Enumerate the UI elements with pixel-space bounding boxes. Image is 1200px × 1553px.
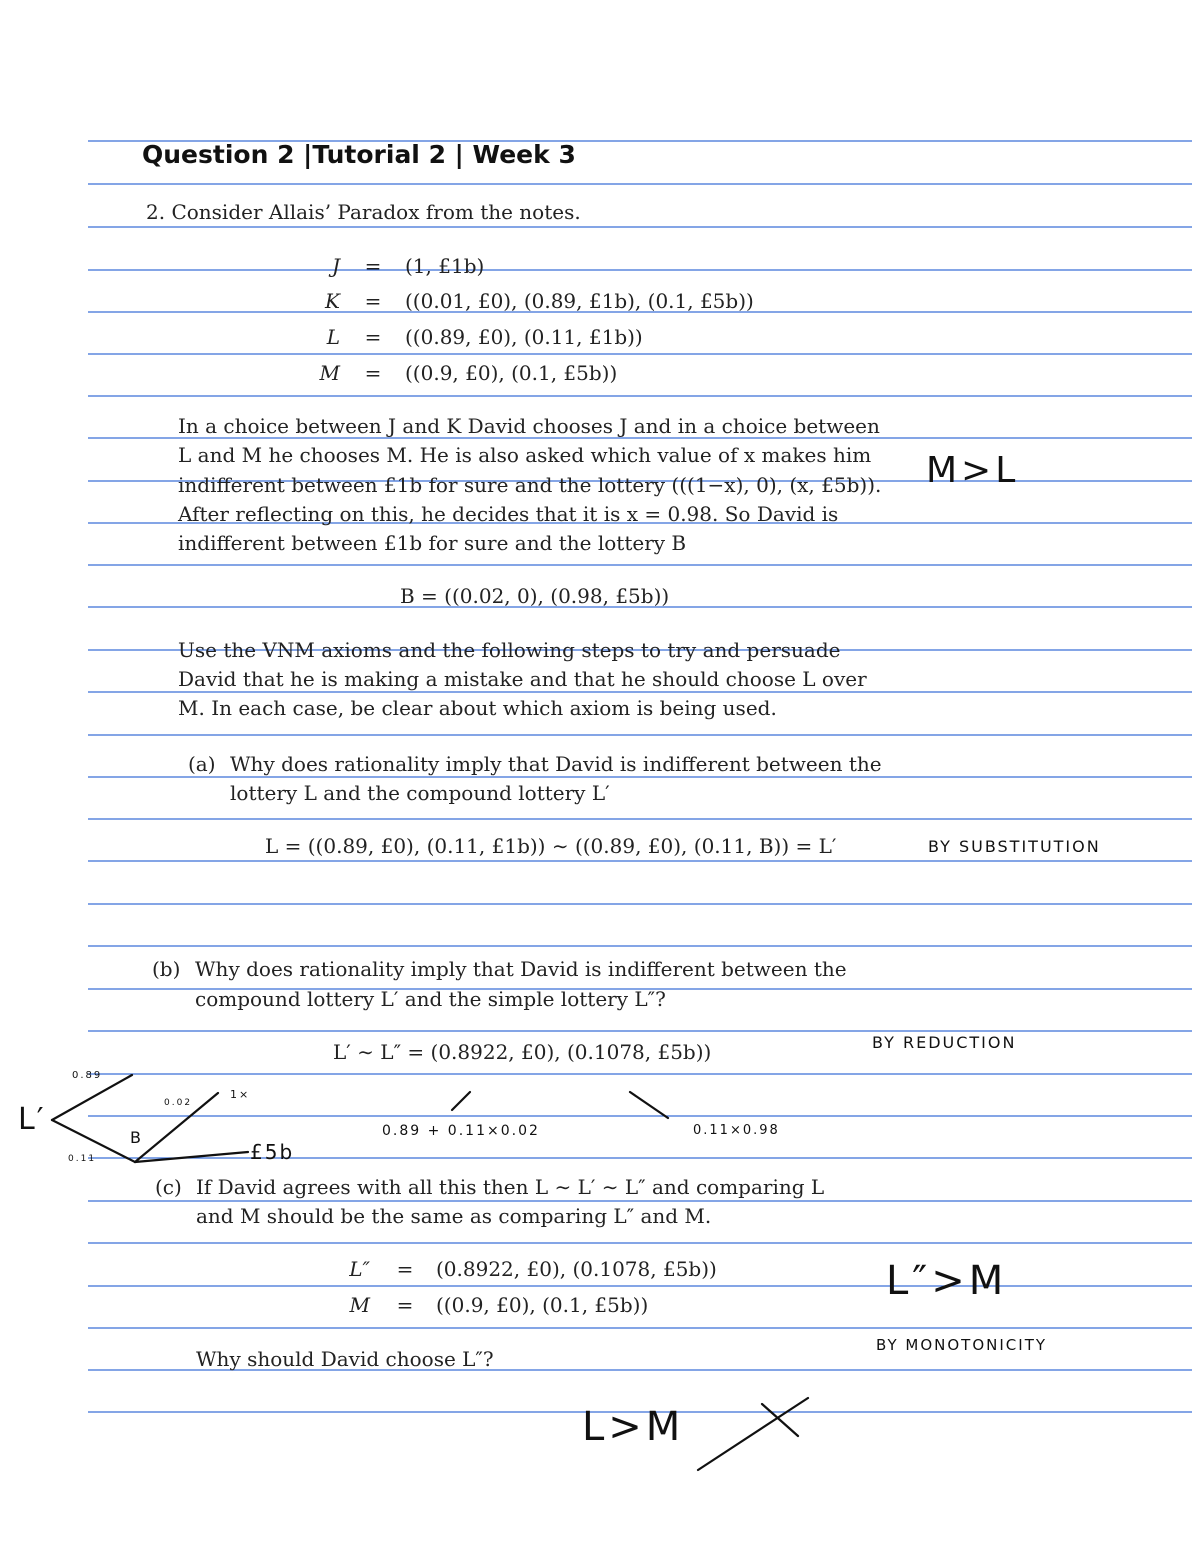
paragraph-line: After reflecting on this, he decides that it is x = 0.98. So David is	[178, 502, 839, 526]
part-c-line: If David agrees with all this then L ∼ L′ ∼ L″ and comparing L	[196, 1175, 825, 1199]
equation-b: B = ((0.02, 0), (0.98, £5b))	[400, 584, 670, 608]
part-b-line: compound lottery L′ and the simple lottery L″?	[195, 987, 666, 1011]
paragraph-line: indifferent between £1b for sure and the lottery (((1−x), 0), (x, £5b)).	[178, 473, 882, 497]
part-c-question: Why should David choose L″?	[196, 1347, 494, 1371]
tree-label-b: B	[130, 1128, 143, 1147]
annotation-lpp-gt-m: L″>M	[886, 1258, 1008, 1304]
definition-op: =	[364, 289, 382, 313]
paragraph-line: David that he is making a mistake and that he should choose L over	[178, 667, 867, 691]
tree-branch-upper	[52, 1075, 132, 1120]
definition-op: =	[364, 254, 382, 278]
cross-stroke	[698, 1398, 808, 1470]
paragraph-line: In a choice between J and K David chooses J and in a choice between	[178, 414, 880, 438]
definition-rhs: ((0.9, £0), (0.1, £5b))	[436, 1293, 649, 1317]
definition-rhs: ((0.9, £0), (0.1, £5b))	[405, 361, 618, 385]
part-a-equation: L = ((0.89, £0), (0.11, £1b)) ∼ ((0.89, £0), (0.11, B)) = L′	[265, 834, 837, 858]
definition-rhs: ((0.89, £0), (0.11, £1b))	[405, 325, 643, 349]
definition-op: =	[364, 325, 382, 349]
tree-label-prize: 1×	[230, 1088, 251, 1101]
definition-lhs: M	[319, 361, 340, 385]
definition-rhs: (0.8922, £0), (0.1078, £5b))	[436, 1257, 717, 1281]
tree-label-prob: 0.11	[68, 1154, 97, 1164]
tree-label-prob: 0.02	[164, 1098, 193, 1108]
definition-lhs: K	[325, 289, 340, 313]
definition-lhs: L″	[349, 1257, 370, 1281]
definition-op: =	[364, 361, 382, 385]
annotation-by-monotonicity: BY MONOTONICITY	[876, 1336, 1048, 1354]
question-intro: 2. Consider Allais’ Paradox from the notes.	[146, 200, 581, 224]
part-b-line: Why does rationality imply that David is indifferent between the	[195, 957, 847, 981]
tree-sub-branch-lower	[135, 1152, 248, 1162]
definition-op: =	[396, 1257, 414, 1281]
paragraph-line: Use the VNM axioms and the following steps to try and persuade	[178, 638, 841, 662]
part-b-equation: L′ ∼ L″ = (0.8922, £0), (0.1078, £5b))	[333, 1040, 712, 1064]
part-c-label: (c)	[155, 1175, 182, 1199]
definition-rhs: (1, £1b)	[405, 254, 485, 278]
tree-label-prob: 0.89	[72, 1070, 103, 1081]
part-b-label: (b)	[152, 957, 181, 981]
definition-lhs: L	[326, 325, 340, 349]
paragraph-line: M. In each case, be clear about which axiom is being used.	[178, 696, 777, 720]
annotation-final: L>M	[582, 1404, 685, 1450]
annotation-by-reduction: BY REDUCTION	[872, 1033, 1017, 1052]
definition-rhs: ((0.01, £0), (0.89, £1b), (0.1, £5b))	[405, 289, 754, 313]
page-title: Question 2 |Tutorial 2 | Week 3	[142, 140, 576, 169]
annotation-calc-2: 0.11×0.98	[693, 1123, 780, 1138]
arrow-stroke	[452, 1092, 470, 1110]
definition-lhs: J	[331, 254, 340, 278]
part-c-line: and M should be the same as comparing L″ and M.	[196, 1204, 712, 1228]
annotation-m-gt-l: M>L	[926, 450, 1020, 491]
arrow-stroke	[630, 1092, 668, 1118]
paragraph-line: L and M he chooses M. He is also asked which value of x makes him	[178, 443, 872, 467]
part-a-line: Why does rationality imply that David is indifferent between the	[230, 752, 882, 776]
tree-label-l: L′	[18, 1102, 46, 1137]
part-a-label: (a)	[188, 752, 216, 776]
tree-label-5b: £5b	[250, 1140, 295, 1164]
annotation-calc-1: 0.89 + 0.11×0.02	[382, 1123, 540, 1139]
definition-lhs: M	[349, 1293, 370, 1317]
annotation-by-substitution: BY SUBSTITUTION	[928, 837, 1101, 856]
part-a-line: lottery L and the compound lottery L′	[230, 781, 610, 805]
definition-op: =	[396, 1293, 414, 1317]
paragraph-line: indifferent between £1b for sure and the lottery B	[178, 531, 687, 555]
cross-stroke	[762, 1404, 798, 1436]
